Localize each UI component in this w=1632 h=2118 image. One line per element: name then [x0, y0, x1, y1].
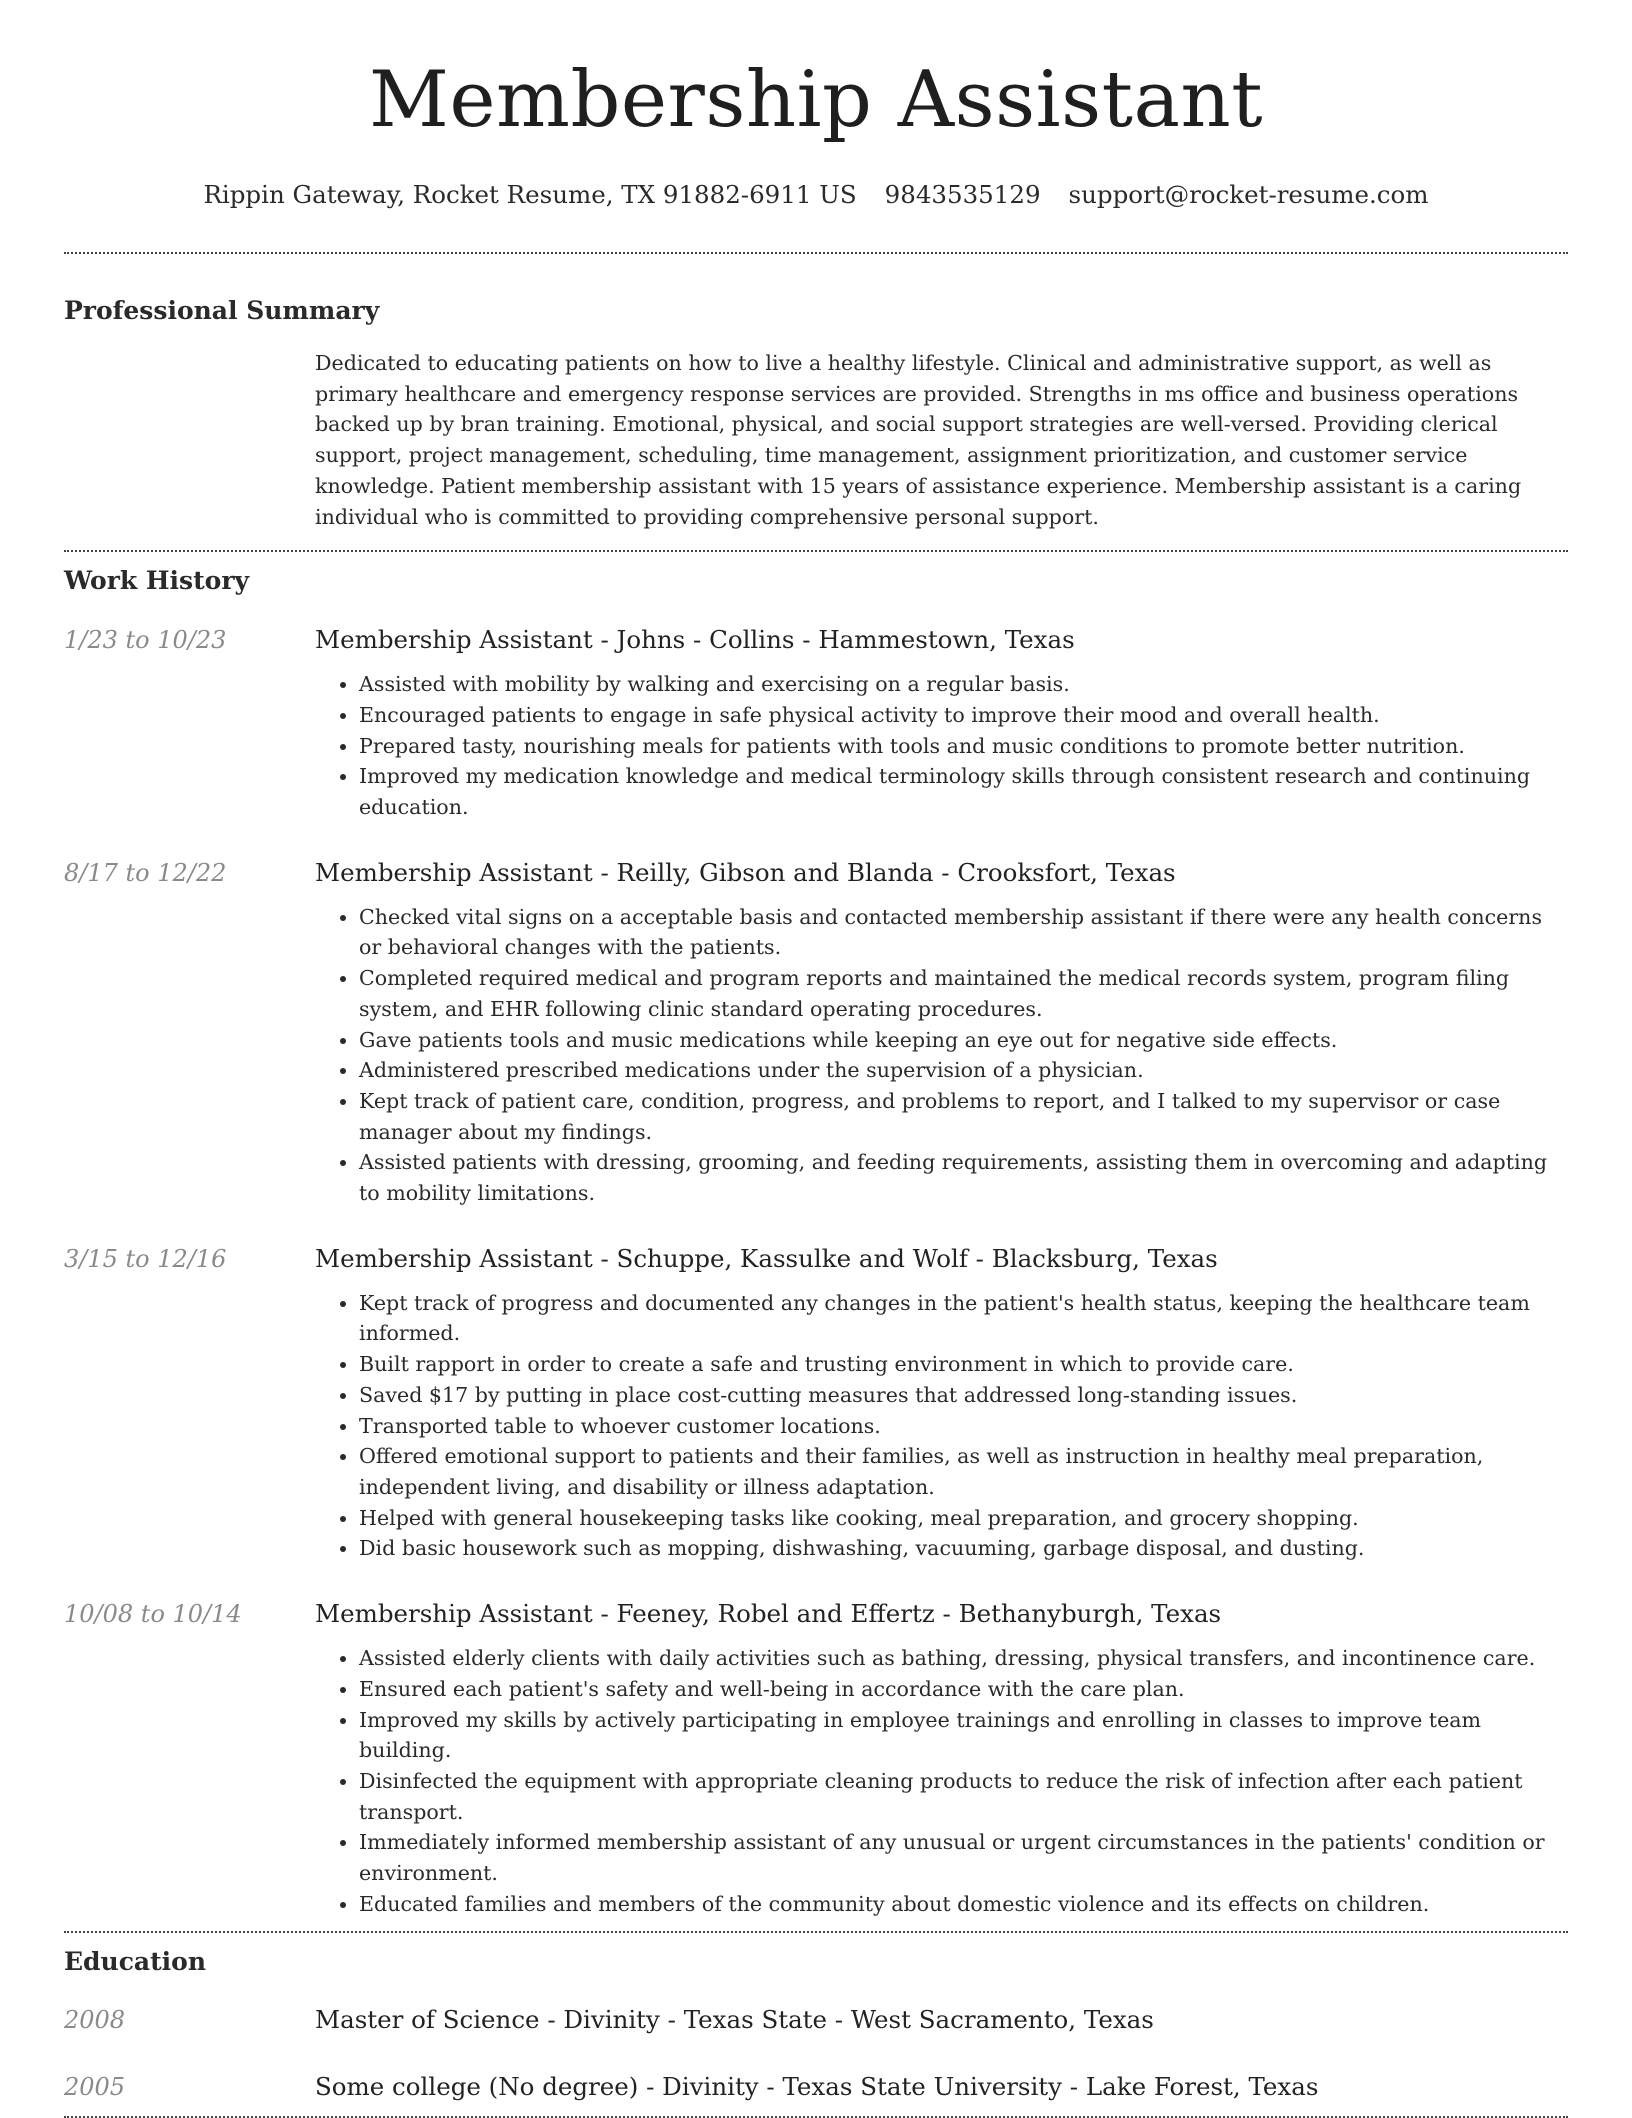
job-bullets	[315, 1643, 1568, 1919]
job-bullets	[315, 902, 1568, 1209]
bullet-item: • Checked vital signs on a acceptable basis and contacted membership assistant if there were any health concerns or behavioral changes with the patients.	[359, 902, 1568, 963]
contact-address: Rippin Gateway, Rocket Resume, TX 91882-6911 US	[203, 180, 857, 209]
bullet-item: • Educated families and members of the community about domestic violence and its effects on children.	[359, 1889, 1568, 1920]
work-section	[64, 552, 1568, 1919]
bullet-item: • Transported table to whoever customer locations.	[359, 1411, 1568, 1442]
bullet-item: • Offered emotional support to patients and their families, as well as instruction in healthy meal preparation, independent living, and disability or illness adaptation.	[359, 1441, 1568, 1502]
bullet-item: • Helped with general housekeeping tasks like cooking, meal preparation, and grocery shopping.	[359, 1503, 1568, 1534]
job-dates: 8/17 to 12/22	[64, 858, 227, 887]
bullet-item: • Kept track of patient care, condition, progress, and problems to report, and I talked to my supervisor or case manager about my findings.	[359, 1086, 1568, 1147]
bullet-item: • Improved my skills by actively participating in employee trainings and enrolling in classes to improve team building.	[359, 1705, 1568, 1766]
job-title: Membership Assistant - Schuppe, Kassulke and Wolf - Blacksburg, Texas	[315, 1243, 1218, 1273]
bullet-item: • Gave patients tools and music medications while keeping an eye out for negative side effects.	[359, 1025, 1568, 1056]
job-entry	[64, 1242, 1568, 1564]
education-degree: Some college (No degree) - Divinity - Texas State University - Lake Forest, Texas	[315, 2072, 1319, 2102]
job-entry	[64, 623, 1568, 823]
job-entry	[64, 1597, 1568, 1919]
summary-title: Professional Summary	[64, 296, 380, 325]
bullet-item: • Disinfected the equipment with appropriate cleaning products to reduce the risk of infection after each patient transport.	[359, 1766, 1568, 1827]
bullet-item: • Encouraged patients to engage in safe physical activity to improve their mood and overall health.	[359, 700, 1568, 731]
bullet-item: • Kept track of progress and documented any changes in the patient's health status, keeping the healthcare team informed.	[359, 1288, 1568, 1349]
resume-page	[64, 0, 1568, 2118]
job-title: Membership Assistant - Feeney, Robel and Effertz - Bethanyburgh, Texas	[315, 1599, 1222, 1629]
bullet-item: • Saved $17 by putting in place cost-cutting measures that addressed long-standing issues.	[359, 1380, 1568, 1411]
bullet-item: • Did basic housework such as mopping, dishwashing, vacuuming, garbage disposal, and dusting.	[359, 1533, 1568, 1564]
contact-email: support@rocket-resume.com	[1068, 180, 1429, 209]
resume-header	[64, 0, 1568, 212]
job-dates: 1/23 to 10/23	[64, 626, 227, 655]
education-entry	[64, 2070, 1568, 2104]
education-year: 2008	[64, 2006, 126, 2035]
bullet-item: • Administered prescribed medications under the supervision of a physician.	[359, 1055, 1568, 1086]
work-title: Work History	[64, 566, 250, 596]
education-degree: Master of Science - Divinity - Texas State - West Sacramento, Texas	[315, 2005, 1154, 2035]
bullet-item: • Assisted patients with dressing, grooming, and feeding requirements, assisting them in overcoming and adapting to mobility limitations.	[359, 1147, 1568, 1208]
education-title: Education	[64, 1947, 207, 1977]
contact-phone: 9843535129	[884, 180, 1041, 209]
job-title: Membership Assistant - Johns - Collins - Hammestown, Texas	[315, 625, 1075, 655]
job-title: Membership Assistant - Reilly, Gibson and Blanda - Crooksfort, Texas	[315, 857, 1176, 887]
bullet-item: • Assisted elderly clients with daily activities such as bathing, dressing, physical transfers, and incontinence care.	[359, 1643, 1568, 1674]
contact-line	[64, 178, 1568, 212]
job-entry	[64, 856, 1568, 1209]
job-dates: 3/15 to 12/16	[64, 1244, 227, 1273]
job-dates: 10/08 to 10/14	[64, 1600, 242, 1629]
job-bullets	[315, 1288, 1568, 1564]
job-bullets	[315, 669, 1568, 823]
education-section	[64, 1933, 1568, 2104]
bullet-item: • Completed required medical and program reports and maintained the medical records system, program filing system, and EHR following clinic standard operating procedures.	[359, 963, 1568, 1024]
bullet-item: • Built rapport in order to create a safe and trusting environment in which to provide care.	[359, 1349, 1568, 1380]
education-entry	[64, 2003, 1568, 2037]
bullet-item: • Ensured each patient's safety and well-being in accordance with the care plan.	[359, 1674, 1568, 1705]
bullet-item: • Prepared tasty, nourishing meals for patients with tools and music conditions to promote better nutrition.	[359, 731, 1568, 762]
bullet-item: • Immediately informed membership assistant of any unusual or urgent circumstances in the patients' condition or environment.	[359, 1827, 1568, 1888]
bullet-item: • Assisted with mobility by walking and exercising on a regular basis.	[359, 669, 1568, 700]
summary-text: Dedicated to educating patients on how to live a healthy lifestyle. Clinical and administrative support, as well as primary healthcare and emergency response services are provided. Strengths in ms office and business operations backed up by bran training. Emotional, physical, and social support strategies are well-versed. Providing clerical support, project management, scheduling, time management, assignment prioritization, and customer service knowledge. Patient membership assistant with 15 years of assistance experience. Membership assistant is a caring individual who is committed to providing comprehensive personal support.	[315, 351, 1522, 529]
summary-section	[64, 254, 1568, 532]
education-year: 2005	[64, 2073, 126, 2102]
candidate-name: Membership Assistant	[368, 55, 1264, 145]
bullet-item: • Improved my medication knowledge and medical terminology skills through consistent research and continuing education.	[359, 761, 1568, 822]
